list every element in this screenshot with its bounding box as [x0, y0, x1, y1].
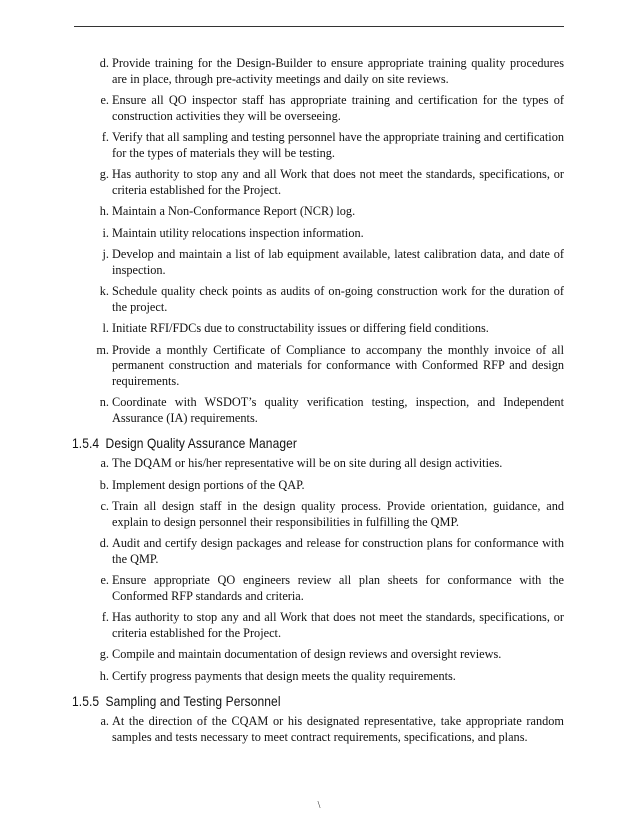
list-item: l. Initiate RFI/FDCs due to constructability issues or differing field conditions.: [102, 321, 489, 335]
list-item: a. The DQAM or his/her representative will be on site during all design activities.: [100, 456, 503, 470]
list-item: c. Train all design staff in the design quality process. Provide orientation, guidance, and explain to design personnel their responsibilities in fulfilling the QMP.: [100, 499, 564, 529]
list-item: e. Ensure appropriate QO engineers review all plan sheets for conformance with the Conformed RFP standards and criteria.: [100, 573, 564, 603]
list-item: g. Has authority to stop any and all Work that does not meet the standards, specifications, or criteria established for the Project.: [99, 167, 564, 197]
list-item: j. Develop and maintain a list of lab equipment available, latest calibration data, and date of inspection.: [102, 247, 564, 277]
header-rule: [74, 26, 564, 27]
list-item: d. Audit and certify design packages and release for construction plans for conformance with the QMP.: [99, 536, 564, 566]
list-item: e. Ensure all QO inspector staff has appropriate training and certification for the types of construction activities they will be overseeing.: [100, 93, 564, 123]
list-item: m. Provide a monthly Certificate of Compliance to accompany the monthly invoice of all permanent construction and materials for conformance with Conformed RFP and design requirements.: [96, 342, 564, 388]
list-item: a. At the direction of the CQAM or his designated representative, take appropriate random samples and tests necessary to meet contract requirements, specifications, and plans.: [100, 714, 564, 744]
list-item: i. Maintain utility relocations inspection information.: [102, 225, 364, 240]
list-item: h. Certify progress payments that design meets the quality requirements.: [99, 668, 456, 683]
section-heading-1-5-4: 1.5.4 Design Quality Assurance Manager: [72, 435, 298, 451]
list-item: f. Has authority to stop any and all Work that does not meet the standards, specifications, or criteria established for the Project.: [101, 610, 564, 640]
list-item: k. Schedule quality check points as audits of on-going construction work for the duration of the project.: [99, 284, 564, 314]
list-item: d. Provide training for the Design-Builder to ensure appropriate training quality procedures are in place, through pre-activity meetings and daily on site reviews.: [99, 56, 564, 86]
list-item: h. Maintain a Non-Conformance Report (NCR) log.: [99, 204, 356, 218]
list-item: g. Compile and maintain documentation of design reviews and oversight reviews.: [99, 647, 502, 661]
document-body: [74, 56, 564, 751]
section-heading-1-5-5: 1.5.5 Sampling and Testing Personnel: [72, 693, 281, 709]
list-item: f. Verify that all sampling and testing personnel have the appropriate training and certification for the types of materials they will be testing.: [101, 130, 564, 160]
dqam-list: [74, 456, 564, 684]
list-item: n. Coordinate with WSDOT’s quality verification testing, inspection, and Independent Assurance (IA) requirements.: [99, 395, 564, 425]
sampling-list: [74, 714, 564, 745]
list-item: b. Implement design portions of the QAP.: [99, 477, 305, 492]
responsibilities-list: [74, 56, 564, 426]
page-footer-marker: \: [317, 800, 321, 811]
